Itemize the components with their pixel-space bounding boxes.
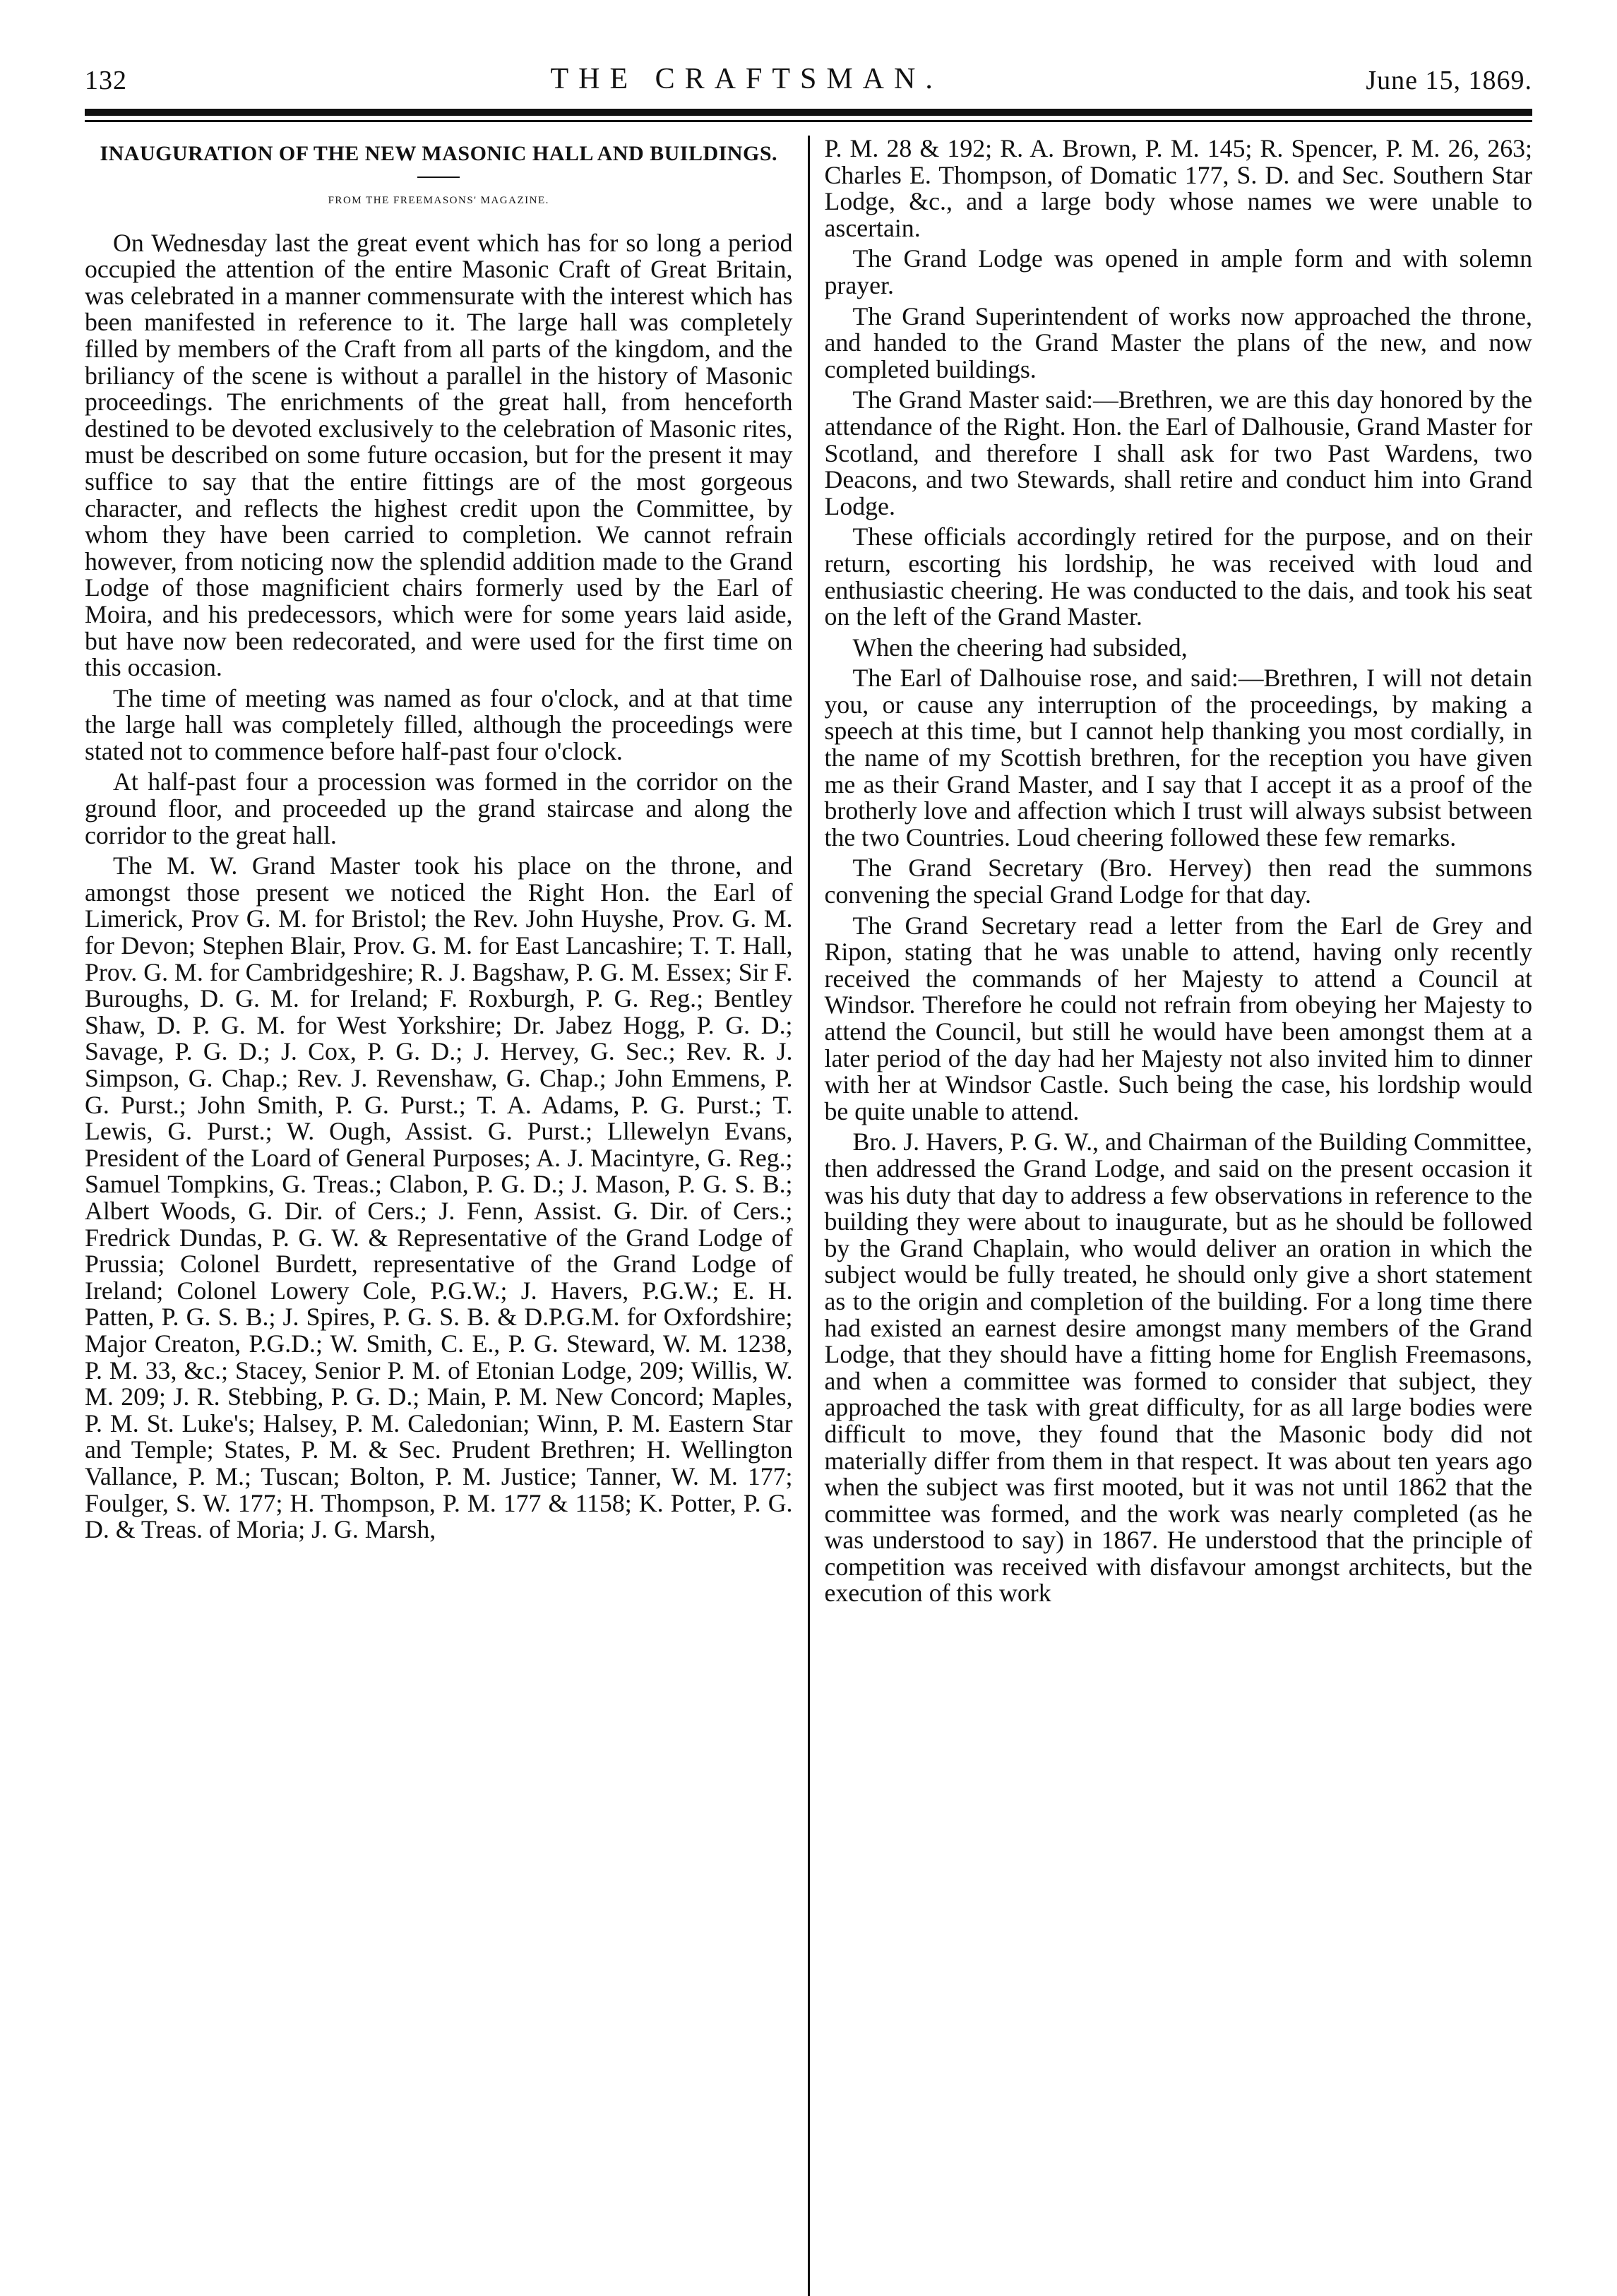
- left-column: [85, 136, 793, 2296]
- article-source: FROM THE FREEMASONS' MAGAZINE.: [328, 195, 549, 206]
- issue-date: June 15, 1869.: [1366, 66, 1532, 95]
- paragraph: When the cheering had subsided,: [852, 633, 1188, 662]
- paragraph: The Grand Master said:—Brethren, we are this day honored by the attendance of the Right. Hon. the Earl of Dalhousie, Grand Master for Scotland, and therefore I shall ask for two Past Wardens, two Deacons, and two Stewards, shall retire and conduct him into Grand Lodge.: [824, 385, 1532, 520]
- title-dash: [417, 177, 460, 178]
- paragraph: Bro. J. Havers, P. G. W., and Chairman of the Building Committee, then addressed the Grand Lodge, and said on the present occasion it was his duty that day to address a few observations in reference to the building they were about to inaugurate, but as he should be followed by the Grand Chaplain, who would deliver an oration in which the subject would be fully treated, he should only give a short statement as to the origin and completion of the building. For a long time there had existed an earnest desire amongst many members of the Grand Lodge, that they should have a fitting home for English Freemasons, and when a committee was formed to consider that subject, they approached the task with great difficulty, for as all large bodies were difficult to move, they found that the Masonic body did not materially differ from them in that respect. It was about ten years ago when the subject was first mooted, but it was not until 1862 that the committee was formed, and the work was nearly completed (as he was understood to say) in 1867. He understood that the principle of competition was received with disfavour amongst architects, but the execution of this work: [824, 1128, 1532, 1608]
- newspaper-page: [85, 56, 1532, 1608]
- paragraph: The Earl of Dalhouise rose, and said:—Brethren, I will not detain you, or cause any interruption of the proceedings, by making a speech at this time, but I cannot help thanking you most cordially, in the name of my Scottish brethren, for the reception you have given me as their Grand Master, and I say that I accept it as a proof of the brotherly love and affection which I trust will always subsist between the two Countries. Loud cheering followed these few remarks.: [824, 664, 1532, 851]
- paragraph: These officials accordingly retired for the purpose, and on their return, escorting his lordship, he was received with loud and enthusiastic cheering. He was conducted to the dais, and took his seat on the left of the Grand Master.: [824, 522, 1532, 631]
- paragraph: The Grand Lodge was opened in ample form and with solemn prayer.: [824, 244, 1532, 299]
- paragraph: The Grand Secretary read a letter from the Earl de Grey and Ripon, stating that he was unable to attend, having only recently received the commands of her Majesty to attend a Council at Windsor. Therefore he could not refrain from obeying her Majesty to attend the Council, but still he would have been amongst them at a later period of the day had her Majesty not also invited him to dinner with her at Windsor Castle. Such being the case, his lordship would be quite unable to attend.: [824, 911, 1532, 1125]
- paragraph: At half-past four a procession was formed in the corridor on the ground floor, and proceeded up the grand staircase and along the corridor to the great hall.: [85, 767, 793, 849]
- paragraph: P. M. 28 & 192; R. A. Brown, P. M. 145; R. Spencer, P. M. 26, 263; Charles E. Thompson, of Domatic 177, S. D. and Sec. Southern Star Lodge, &c., and a large body whose names we were unable to ascertain.: [824, 134, 1532, 242]
- right-column: [825, 136, 1533, 2296]
- header-rule-thin: [85, 120, 1532, 122]
- paragraph: The Grand Secretary (Bro. Hervey) then read the summons convening the special Grand Lodge for that day.: [824, 854, 1532, 909]
- header-rule-thick: [85, 109, 1532, 116]
- paragraph: The M. W. Grand Master took his place on the throne, and amongst those present we noticed the Right Hon. the Earl of Limerick, Prov G. M. for Bristol; the Rev. John Huyshe, Prov. G. M. for Devon; Stephen Blair, Prov. G. M. for East Lancashire; T. T. Hall, Prov. G. M. for Cambridgeshire; R. J. Bagshaw, P. G. M. Essex; Sir F. Buroughs, D. G. M. for Ireland; F. Roxburgh, P. G. Reg.; Bentley Shaw, D. P. G. M. for West Yorkshire; Dr. Jabez Hogg, P. G. D.; Savage, P. G. D.; J. Cox, P. G. D.; J. Hervey, G. Sec.; Rev. R. J. Simpson, G. Chap.; Rev. J. Revenshaw, G. Chap.; John Emmens, P. G. Purst.; John Smith, P. G. Purst.; T. A. Adams, P. G. Purst.; T. Lewis, G. Purst.; W. Ough, Assist. G. Purst.; Lllewelyn Evans, President of the Loard of General Purposes; A. J. Macintyre, G. Reg.; Samuel Tompkins, G. Treas.; Clabon, P. G. D.; J. Mason, P. G. S. B.; Albert Woods, G. Dir. of Cers.; J. Fenn, Assist. G. Dir. of Cers.; Fredrick Dundas, P. G. W. & Representative of the Grand Lodge of Prussia; Colonel Burdett, representative of the Grand Lodge of Ireland; Colonel Lowery Cole, P.G.W.; J. Havers, P.G.W.; E. H. Patten, P. G. S. B.; J. Spires, P. G. S. B. & D.P.G.M. for Oxfordshire; Major Creaton, P.G.D.; W. Smith, C. E., P. G. Steward, W. M. 1238, P. M. 33, &c.; Stacey, Senior P. M. of Etonian Lodge, 209; Willis, W. M. 209; J. R. Stebbing, P. G. D.; Main, P. M. New Concord; Maples, P. M. St. Luke's; Halsey, P. M. Caledonian; Winn, P. M. Eastern Star and Temple; States, P. M. & Sec. Prudent Brethren; H. Wellington Vallance, P. M.; Tuscan; Bolton, P. M. Justice; Tanner, W. M. 177; Foulger, S. W. 177; H. Thompson, P. M. 177 & 1158; K. Potter, P. G. D. & Treas. of Moria; J. G. Marsh,: [85, 851, 793, 1544]
- article-columns: [85, 136, 1532, 2296]
- page-number: 132: [85, 66, 127, 95]
- running-header: [85, 56, 1532, 96]
- journal-title: THE CRAFTSMAN.: [550, 63, 943, 95]
- column-divider: [808, 136, 810, 2296]
- paragraph: On Wednesday last the great event which has for so long a period occupied the attention of the entire Masonic Craft of Great Britain, was celebrated in a manner commensurate with the interest which has been manifested in reference to it. The large hall was completely filled by members of the Craft from all parts of the kingdom, and the briliancy of the scene is without a parallel in the history of Masonic proceedings. The enrichments of the great hall, from henceforth destined to be devoted exclusively to the celebration of Masonic rites, must be described on some future occasion, but for the present it may suffice to say that the entire fittings are of the most gorgeous character, and reflects the highest credit upon the Committee, by whom they have been carried to completion. We cannot refrain however, from noticing now the splendid addition made to the Grand Lodge of those magnificient chairs formerly used by the Earl of Moira, and his predecessors, which were for some years laid aside, but have now been redecorated, and were used for the first time on this occasion.: [85, 228, 793, 682]
- paragraph: The Grand Superintendent of works now approached the throne, and handed to the Grand Master the plans of the new, and now completed buildings.: [824, 301, 1532, 383]
- paragraph: The time of meeting was named as four o'clock, and at that time the large hall was completely filled, although the proceedings were stated not to commence before half-past four o'clock.: [85, 683, 793, 765]
- article-title: INAUGURATION OF THE NEW MASONIC HALL AND BUILDINGS.: [100, 142, 778, 165]
